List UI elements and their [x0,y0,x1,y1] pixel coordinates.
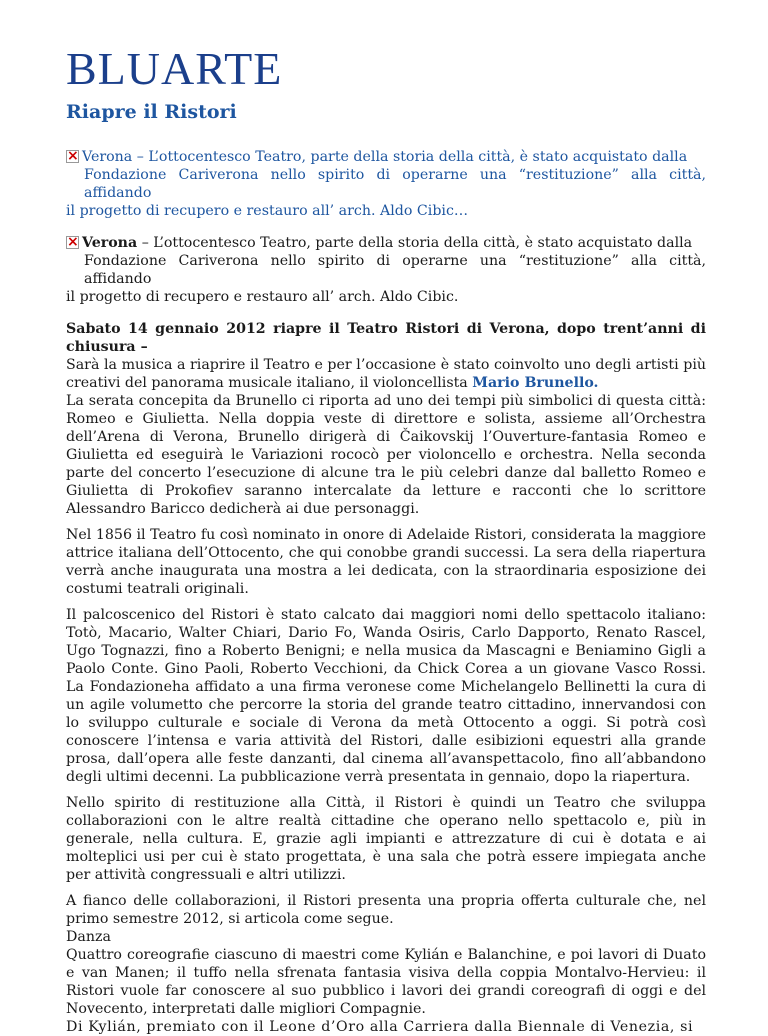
paragraph-8: Di Kylián, premiato con il Leone d’Oro alla Carriera dalla Biennale di Venezia, si [66,1019,694,1035]
site-logo[interactable]: BLUARTE [66,43,283,94]
paragraph-7: Quattro coreografie ciascuno di maestri come Kylián e Balanchine, e poi lavori di Duato e van Manen; il tuffo nella sfrenata fantasia visiva della coppia Montalvo-Hervieu: il Ristori vuole far conoscere al suo pubblico i lavori dei grandi coreografi di oggi e del Novecento, interpretati dalle migliori Compagnie. [66,947,706,1017]
article-body [66,148,706,1036]
article-subheading: Sabato 14 gennaio 2012 riapre il Teatro Ristori di Verona, dopo trent’anni di chiusura – [66,321,706,355]
intro-text-line1: – L’ottocentesco Teatro, parte della storia della città, è stato acquistato dalla [137,235,693,251]
paragraph-2: La serata concepita da Brunello ci riporta ad uno dei tempi più simbolici di questa città: Romeo e Giulietta. Nella doppia veste di direttore e solista, assieme all’Orchestra dell’Arena di Verona, Brunello dirigerà di Čaikovskij l’Ouverture-fantasia Romeo e Giulietta ed eseguirà le Variazioni rococò per violoncello e orchestra. Nella seconda parte del concerto l’esecuzione di alcune tra le più celebri danze dal balletto Romeo e Giulietta di Prokofiev saranno intercalate da letture e racconti che lo scrittore Alessandro Baricco dedicherà ai due personaggi. [66,393,706,517]
intro-excerpt-link[interactable] [66,148,706,220]
intro-excerpt-line2: Fondazione Cariverona nello spirito di operarne una “restituzione” alla città, affidando [84,167,706,201]
intro-excerpt-line1: Verona – L’ottocentesco Teatro, parte della storia della città, è stato acquistato dalla [82,149,688,165]
mario-brunello-link[interactable]: Mario Brunello. [472,375,599,391]
intro-text-line2: Fondazione Cariverona nello spirito di operarne una “restituzione” alla città, affidando [84,253,706,287]
paragraph-4: Il palcoscenico del Ristori è stato calcato dai maggiori nomi dello spettacolo italiano: Totò, Macario, Walter Chiari, Dario Fo, Wanda Osiris, Carlo Dapporto, Renato Rascel, Ugo Tognazzi, fino a Roberto Benigni; e nella musica da Mascagni e Beniamino Gigli a Paolo Conte. Gino Paoli, Roberto Vecchioni, da Chick Corea a un giovane Vasco Rossi. La Fondazioneha affidato a una firma veronese come Michelangelo Bellinetti la cura di un agile volumetto che percorre la storia del grande teatro cittadino, innervandosi con lo sviluppo culturale e sociale di Verona da metà Ottocento a oggi. Si potrà così conoscere l’intensa e varia attività del Ristori, dalle esibizioni equestri alla grande prosa, dall’opera alle feste danzanti, dal cinema all’avanspettacolo, fino all’abbandono degli ultimi decenni. La pubblicazione verrà presentata in gennaio, dopo la riapertura. [66,607,706,785]
intro-excerpt-line3: il progetto di recupero e restauro all’ arch. Aldo Cibic… [66,203,469,219]
paragraph-6: A fianco delle collaborazioni, il Ristori presenta una propria offerta culturale che, nel primo semestre 2012, si articola come segue. [66,893,706,927]
intro-text [66,234,706,306]
broken-image-icon [66,150,79,163]
section-label-danza: Danza [66,929,111,945]
paragraph-5: Nello spirito di restituzione alla Città, il Ristori è quindi un Teatro che sviluppa collaborazioni con le altre realtà cittadine che operano nello spettacolo e, più in generale, nella cultura. E, grazie agli impianti e attrezzature di cui è dotata e ai molteplici usi per cui è stato progettata, è una sala che potrà essere impiegata anche per attività congressuali e altri utilizzi. [66,795,706,883]
broken-image-icon [66,236,79,249]
paragraph-3: Nel 1856 il Teatro fu così nominato in onore di Adelaide Ristori, considerata la maggiore attrice italiana dell’Ottocento, che qui conobbe grandi successi. La sera della riapertura verrà anche inaugurata una mostra a lei dedicata, con la straordinaria esposizione dei costumi teatrali originali. [66,527,706,597]
article-title[interactable]: Riapre il Ristori [66,101,237,123]
paragraph-1: Sarà la musica a riaprire il Teatro e per l’occasione è stato coinvolto uno degli artisti più creativi del panorama musicale italiano, il violoncellista Mario Brunello. [66,357,706,391]
intro-location: Verona [82,235,138,251]
intro-text-line3: il progetto di recupero e restauro all’ arch. Aldo Cibic. [66,289,459,305]
